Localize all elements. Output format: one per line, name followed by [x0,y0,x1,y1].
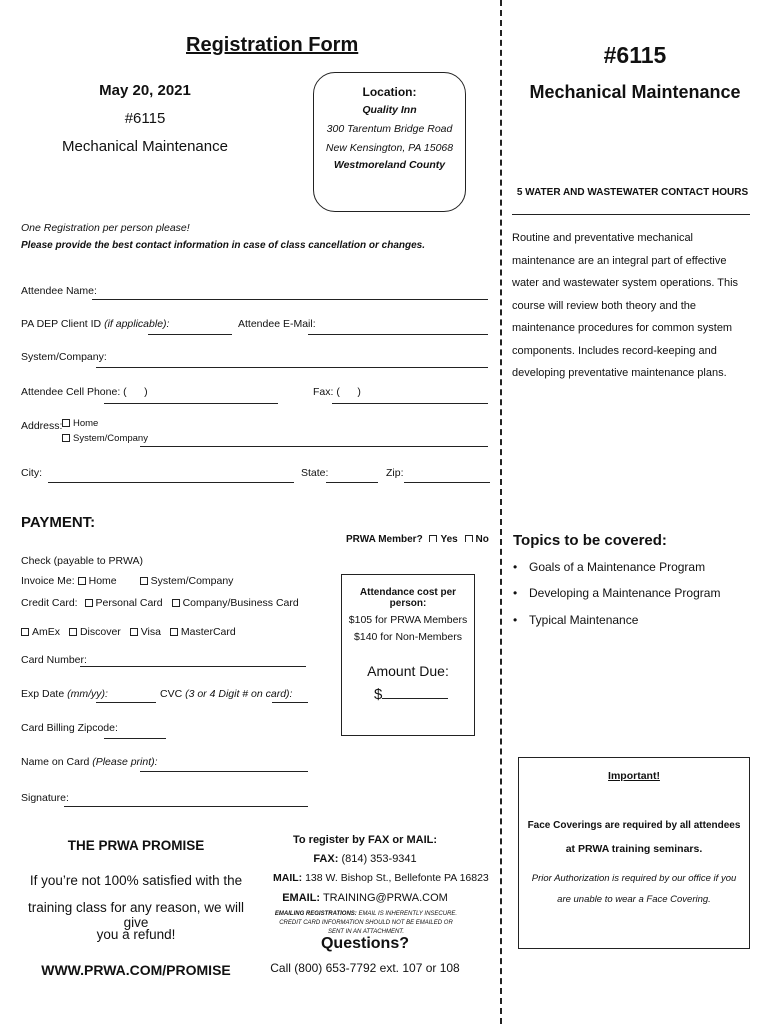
card-number-field[interactable] [80,666,306,667]
register-email [270,892,460,904]
address-system-option[interactable] [62,433,148,444]
amount-due-label: Amount Due: [367,663,449,679]
personal-card-label: Personal Card [95,597,163,609]
address-field[interactable] [140,446,488,447]
name-on-card-label [21,756,158,768]
register-heading: To register by FAX or MAIL: [292,834,438,846]
location-street: 300 Tarentum Bridge Road [326,123,453,135]
register-email-label: EMAIL: [282,892,321,904]
client-id-hint: (if applicable): [104,318,170,330]
invoice-system-label: System/Company [150,575,234,587]
right-course-name: Mechanical Maintenance [529,82,741,102]
course-name: Mechanical Maintenance [62,138,228,155]
credit-row [21,597,299,609]
location-county: Westmoreland County [333,159,446,171]
register-warning-label: EMAILING REGISTRATIONS: [274,911,357,917]
important-heading: Important! [608,770,660,782]
name-on-card-text: Name on Card [21,756,90,768]
cost-nonmember: $140 for Non-Members [354,631,462,643]
cost-heading: Attendance cost per person: [359,587,457,609]
register-fax [270,853,460,865]
fax-field[interactable] [332,403,488,404]
bullet-icon: • [513,613,518,627]
city-label: City: [21,467,42,479]
invoice-home-checkbox[interactable] [78,577,86,585]
email-field[interactable] [308,334,488,335]
amex-checkbox[interactable] [21,628,29,636]
cvc-field[interactable] [272,702,308,703]
mastercard-label: MasterCard [180,626,236,638]
state-field[interactable] [326,482,378,483]
cost-member: $105 for PRWA Members [348,614,468,626]
card-number-label: Card Number: [21,654,87,666]
important-line-2: at PRWA training seminars. [565,843,703,855]
address-label: Address: [21,420,63,432]
topic-item-1 [513,560,705,574]
important-box [518,757,750,949]
member-yes-checkbox[interactable] [429,535,437,542]
promise-line-2: training class for any reason, we will give [27,900,245,930]
fax-label: Fax: ( ) [313,386,361,398]
exp-hint: (mm/yy): [67,688,108,700]
name-on-card-field[interactable] [140,771,308,772]
exp-text: Exp Date [21,688,65,700]
zip-field[interactable] [404,482,490,483]
home-label: Home [73,418,99,429]
questions-heading: Questions? [320,935,409,952]
topic-item-3 [513,613,638,627]
client-id-field[interactable] [148,334,232,335]
cost-box [341,574,475,736]
invoice-label: Invoice Me: [21,575,75,587]
important-line-4: are unable to wear a Face Covering. [557,894,711,905]
system-label: System/Company: [21,351,107,363]
invoice-row [21,575,233,587]
amex-label: AmEx [32,626,61,638]
form-title: Registration Form [186,34,359,56]
register-mail [273,872,489,884]
system-field[interactable] [96,367,488,368]
payment-heading: PAYMENT: [21,514,96,531]
register-mail-label: MAIL: [273,872,303,884]
cell-field[interactable] [104,403,278,404]
cvc-hint: (3 or 4 Digit # on card): [185,688,293,700]
member-no-label: No [475,534,489,542]
topic-item-label: Developing a Maintenance Program [529,586,721,600]
state-label: State: [301,467,329,479]
note-contact-info: Please provide the best contact information in case of class cancellation or changes. [21,240,426,251]
topic-item-label: Goals of a Maintenance Program [529,560,706,574]
member-question-text: PRWA Member? [346,534,423,542]
topic-item-label: Typical Maintenance [529,613,639,627]
cvc-label [160,688,292,700]
promise-line-1: If you’re not 100% satisfied with the [29,873,243,888]
system-checkbox[interactable] [62,434,70,442]
member-question [346,534,489,542]
exp-label [21,688,108,700]
address-home-option[interactable] [62,418,98,429]
important-line-1: Face Coverings are required by all attendees [527,820,741,831]
bullet-icon: • [513,586,518,600]
cvc-text: CVC [160,688,183,700]
email-label: Attendee E-Mail: [238,318,316,330]
client-id-label [21,318,169,330]
bullet-icon: • [513,560,518,574]
promise-url[interactable]: WWW.PRWA.COM/PROMISE [41,962,231,978]
signature-field[interactable] [64,806,308,807]
business-card-label: Company/Business Card [182,597,299,609]
business-card-checkbox[interactable] [172,599,180,607]
cell-label: Attendee Cell Phone: ( ) [21,386,148,398]
location-venue: Quality Inn [362,104,417,116]
signature-label: Signature: [21,792,69,804]
zipcode-field[interactable] [104,738,166,739]
promise-heading: THE PRWA PROMISE [67,838,205,853]
home-checkbox[interactable] [62,419,70,427]
personal-card-checkbox[interactable] [85,599,93,607]
location-label: Location: [362,85,417,99]
client-id-text: PA DEP Client ID [21,318,102,330]
visa-label: Visa [140,626,161,638]
dollar-sign: $ [374,686,383,703]
topic-item-2 [513,586,720,600]
right-course-number: #6115 [603,42,667,68]
attendee-name-label: Attendee Name: [21,285,97,297]
course-description: Routine and preventative mechanical maintenance are an integral part of effective water and wastewater system operations. This course will review both theory and the maintenance procedures for common system components. Includes record-keeping and developing preventative maintenance plans. [512,232,739,379]
note-one-per-person: One Registration per person please! [21,222,190,234]
amount-due-row [374,685,474,703]
register-fax-label: FAX: [313,853,339,865]
register-warning [273,910,459,937]
exp-field[interactable] [96,702,156,703]
visa-checkbox[interactable] [130,628,138,636]
credit-label: Credit Card: [21,597,78,609]
invoice-home-label: Home [88,575,117,587]
promise-line-3: you a refund! [96,927,176,942]
register-mail-address: 138 W. Bishop St., Bellefonte PA 16823 [305,872,489,884]
register-warning-text: EMAIL IS INHERENTLY INSECURE. CREDIT CARD INFORMATION SHOULD NOT BE EMAILED OR SENT IN AN ATTACHMENT. [279,911,458,935]
discover-checkbox[interactable] [69,628,77,636]
zipcode-label: Card Billing Zipcode: [21,722,118,734]
member-no-checkbox[interactable] [465,535,473,542]
zip-label: Zip: [386,467,404,479]
check-option: Check (payable to PRWA) [21,555,143,567]
topics-heading: Topics to be covered: [513,532,667,549]
mastercard-checkbox[interactable] [170,628,178,636]
cut-line [500,0,502,1024]
invoice-system-checkbox[interactable] [140,577,148,585]
contact-hours-rule [512,214,750,215]
member-yes-label: Yes [440,534,458,542]
questions-phone: Call (800) 653-7792 ext. 107 or 108 [270,961,460,975]
location-box [313,72,466,212]
contact-hours: 5 WATER AND WASTEWATER CONTACT HOURS [516,187,749,198]
register-email-address[interactable]: TRAINING@PRWA.COM [322,892,448,904]
course-number: #6115 [124,110,166,127]
attendee-name-field[interactable] [92,299,488,300]
system-company-label: System/Company [73,433,148,444]
card-type-row [21,626,236,638]
location-city: New Kensington, PA 15068 [325,142,454,154]
register-fax-number: (814) 353-9341 [341,853,417,865]
city-field[interactable] [48,482,294,483]
amount-due-field[interactable] [382,685,448,699]
name-on-card-hint: (Please print): [92,756,158,768]
discover-label: Discover [79,626,121,638]
course-date: May 20, 2021 [99,82,191,99]
important-line-3: Prior Authorization is required by our office if you [531,873,737,884]
